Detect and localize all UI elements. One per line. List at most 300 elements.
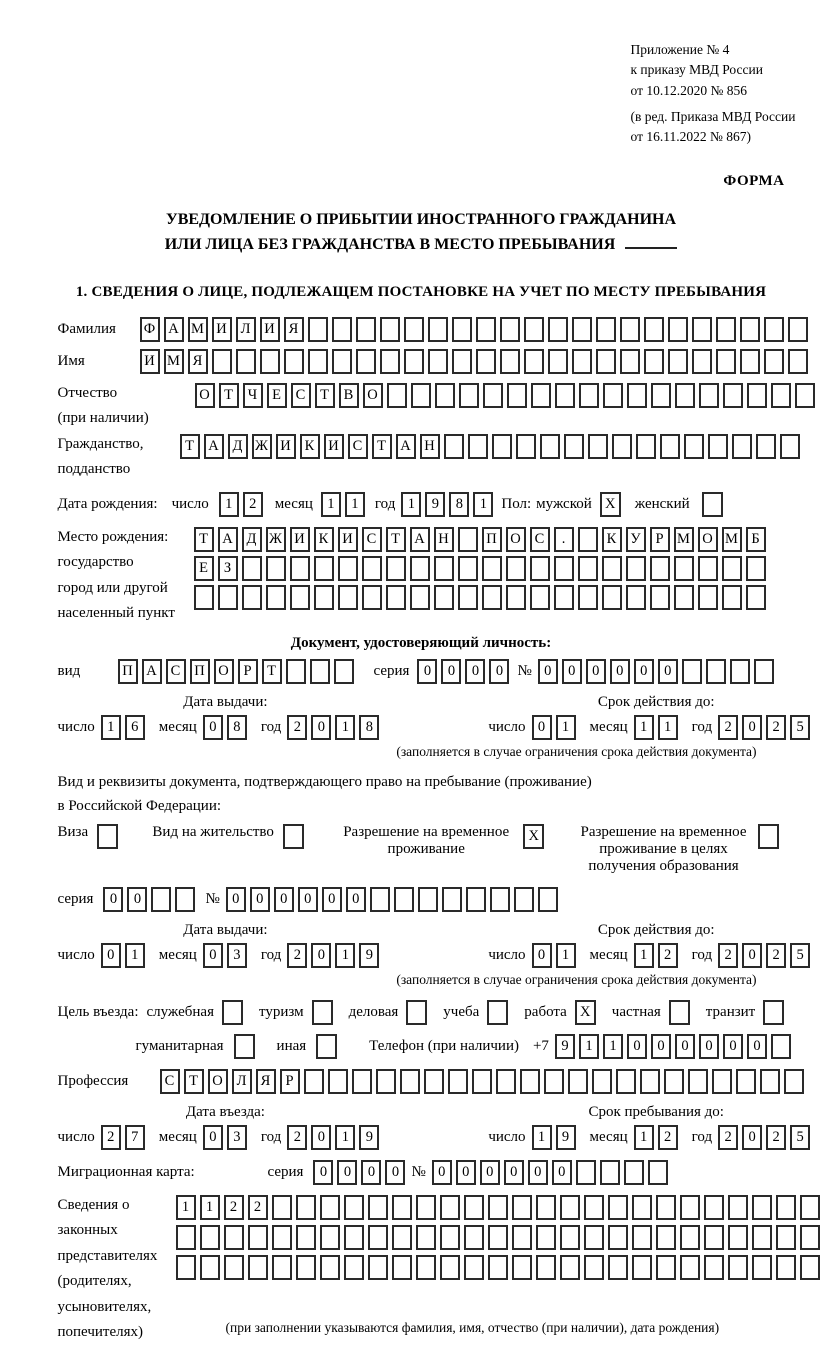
char-cell[interactable]	[592, 1069, 612, 1094]
char-cell[interactable]	[464, 1255, 484, 1280]
char-cell[interactable]	[800, 1225, 820, 1250]
char-cell[interactable]	[596, 349, 616, 374]
char-cell[interactable]	[692, 349, 712, 374]
char-cell[interactable]: 0	[250, 887, 270, 912]
char-cell[interactable]: П	[482, 527, 502, 552]
char-cell[interactable]	[530, 556, 550, 581]
char-cell[interactable]: И	[260, 317, 280, 342]
char-cell[interactable]: 0	[634, 659, 654, 684]
char-cell[interactable]	[272, 1195, 292, 1220]
char-cell[interactable]: Т	[372, 434, 392, 459]
char-cell[interactable]	[506, 585, 526, 610]
char-cell[interactable]	[458, 585, 478, 610]
char-cell[interactable]: 0	[203, 943, 223, 968]
char-cell[interactable]: З	[218, 556, 238, 581]
char-cell[interactable]	[400, 1069, 420, 1094]
char-cell[interactable]: А	[204, 434, 224, 459]
char-cell[interactable]	[708, 434, 728, 459]
char-cell[interactable]: Ф	[140, 317, 160, 342]
char-cell[interactable]	[763, 1000, 784, 1025]
char-cell[interactable]	[368, 1255, 388, 1280]
char-cell[interactable]	[656, 1225, 676, 1250]
char-cell[interactable]: 3	[227, 943, 247, 968]
char-cell[interactable]: И	[290, 527, 310, 552]
char-cell[interactable]	[776, 1195, 796, 1220]
char-cell[interactable]	[328, 1069, 348, 1094]
char-cell[interactable]	[410, 585, 430, 610]
char-cell[interactable]	[452, 317, 472, 342]
char-cell[interactable]	[472, 1069, 492, 1094]
char-cell[interactable]: Т	[194, 527, 214, 552]
char-cell[interactable]	[579, 383, 599, 408]
char-cell[interactable]: 8	[449, 492, 469, 517]
char-cell[interactable]	[476, 317, 496, 342]
char-cell[interactable]: С	[348, 434, 368, 459]
char-cell[interactable]: 0	[742, 943, 762, 968]
char-cell[interactable]	[242, 585, 262, 610]
char-cell[interactable]: 2	[287, 1125, 307, 1150]
char-cell[interactable]: У	[626, 527, 646, 552]
char-cell[interactable]	[386, 556, 406, 581]
char-cell[interactable]	[320, 1225, 340, 1250]
char-cell[interactable]	[411, 383, 431, 408]
char-cell[interactable]: 0	[313, 1160, 333, 1185]
char-cell[interactable]: .	[554, 527, 574, 552]
char-cell[interactable]	[428, 317, 448, 342]
char-cell[interactable]	[344, 1255, 364, 1280]
char-cell[interactable]	[704, 1195, 724, 1220]
char-cell[interactable]: Т	[262, 659, 282, 684]
char-cell[interactable]: С	[166, 659, 186, 684]
char-cell[interactable]	[728, 1225, 748, 1250]
char-cell[interactable]	[554, 556, 574, 581]
char-cell[interactable]: 9	[359, 1125, 379, 1150]
char-cell[interactable]	[660, 434, 680, 459]
char-cell[interactable]: 0	[311, 715, 331, 740]
char-cell[interactable]: С	[291, 383, 311, 408]
char-cell[interactable]: 1	[603, 1034, 623, 1059]
char-cell[interactable]	[608, 1255, 628, 1280]
char-cell[interactable]	[368, 1195, 388, 1220]
char-cell[interactable]	[564, 434, 584, 459]
char-cell[interactable]	[448, 1069, 468, 1094]
char-cell[interactable]	[466, 887, 486, 912]
char-cell[interactable]: Н	[434, 527, 454, 552]
char-cell[interactable]	[296, 1195, 316, 1220]
char-cell[interactable]	[500, 317, 520, 342]
char-cell[interactable]	[716, 317, 736, 342]
char-cell[interactable]	[608, 1195, 628, 1220]
char-cell[interactable]	[746, 585, 766, 610]
char-cell[interactable]: 0	[658, 659, 678, 684]
char-cell[interactable]	[800, 1195, 820, 1220]
char-cell[interactable]	[644, 349, 664, 374]
char-cell[interactable]	[296, 1255, 316, 1280]
char-cell[interactable]: Р	[280, 1069, 300, 1094]
char-cell[interactable]	[756, 434, 776, 459]
char-cell[interactable]	[784, 1069, 804, 1094]
char-cell[interactable]	[404, 317, 424, 342]
char-cell[interactable]: А	[142, 659, 162, 684]
char-cell[interactable]	[459, 383, 479, 408]
char-cell[interactable]: О	[506, 527, 526, 552]
char-cell[interactable]	[730, 659, 750, 684]
char-cell[interactable]	[175, 887, 195, 912]
char-cell[interactable]	[458, 527, 478, 552]
char-cell[interactable]: 0	[103, 887, 123, 912]
char-cell[interactable]: 0	[441, 659, 461, 684]
char-cell[interactable]	[286, 659, 306, 684]
char-cell[interactable]	[266, 556, 286, 581]
char-cell[interactable]	[740, 349, 760, 374]
char-cell[interactable]	[728, 1255, 748, 1280]
char-cell[interactable]: 0	[651, 1034, 671, 1059]
char-cell[interactable]: О	[214, 659, 234, 684]
char-cell[interactable]	[435, 383, 455, 408]
char-cell[interactable]: 0	[586, 659, 606, 684]
char-cell[interactable]: 5	[790, 943, 810, 968]
char-cell[interactable]	[516, 434, 536, 459]
char-cell[interactable]: 0	[311, 1125, 331, 1150]
char-cell[interactable]	[536, 1225, 556, 1250]
char-cell[interactable]: 9	[359, 943, 379, 968]
char-cell[interactable]	[308, 317, 328, 342]
char-cell[interactable]	[488, 1225, 508, 1250]
char-cell[interactable]: 1	[556, 715, 576, 740]
char-cell[interactable]: 0	[101, 943, 121, 968]
char-cell[interactable]: Е	[267, 383, 287, 408]
char-cell[interactable]	[316, 1034, 337, 1059]
char-cell[interactable]	[578, 556, 598, 581]
char-cell[interactable]: Р	[238, 659, 258, 684]
char-cell[interactable]: 1	[125, 943, 145, 968]
char-cell[interactable]	[520, 1069, 540, 1094]
char-cell[interactable]	[380, 349, 400, 374]
char-cell[interactable]	[440, 1225, 460, 1250]
char-cell[interactable]	[669, 1000, 690, 1025]
char-cell[interactable]: Т	[386, 527, 406, 552]
char-cell[interactable]: Т	[184, 1069, 204, 1094]
char-cell[interactable]: В	[339, 383, 359, 408]
char-cell[interactable]	[490, 887, 510, 912]
char-cell[interactable]: 1	[556, 943, 576, 968]
char-cell[interactable]	[632, 1195, 652, 1220]
char-cell[interactable]	[368, 1225, 388, 1250]
char-cell[interactable]	[524, 317, 544, 342]
char-cell[interactable]: 1	[345, 492, 365, 517]
char-cell[interactable]	[218, 585, 238, 610]
char-cell[interactable]: М	[722, 527, 742, 552]
char-cell[interactable]: 0	[337, 1160, 357, 1185]
char-cell[interactable]	[675, 383, 695, 408]
char-cell[interactable]	[560, 1195, 580, 1220]
char-cell[interactable]	[530, 585, 550, 610]
char-cell[interactable]	[404, 349, 424, 374]
char-cell[interactable]	[688, 1069, 708, 1094]
char-cell[interactable]	[458, 556, 478, 581]
char-cell[interactable]	[644, 317, 664, 342]
char-cell[interactable]	[524, 349, 544, 374]
char-cell[interactable]	[680, 1225, 700, 1250]
char-cell[interactable]: 2	[224, 1195, 244, 1220]
char-cell[interactable]	[674, 556, 694, 581]
char-cell[interactable]	[507, 383, 527, 408]
char-cell[interactable]	[640, 1069, 660, 1094]
char-cell[interactable]	[578, 585, 598, 610]
char-cell[interactable]	[416, 1195, 436, 1220]
char-cell[interactable]	[310, 659, 330, 684]
char-cell[interactable]	[380, 317, 400, 342]
char-cell[interactable]	[540, 434, 560, 459]
char-cell[interactable]	[200, 1225, 220, 1250]
char-cell[interactable]	[626, 556, 646, 581]
char-cell[interactable]	[332, 317, 352, 342]
char-cell[interactable]	[500, 349, 520, 374]
char-cell[interactable]	[740, 317, 760, 342]
char-cell[interactable]	[442, 887, 462, 912]
char-cell[interactable]	[492, 434, 512, 459]
char-cell[interactable]: 0	[532, 715, 552, 740]
char-cell[interactable]: О	[363, 383, 383, 408]
char-cell[interactable]	[418, 887, 438, 912]
char-cell[interactable]	[780, 434, 800, 459]
char-cell[interactable]: 0	[311, 943, 331, 968]
char-cell[interactable]	[728, 1195, 748, 1220]
char-cell[interactable]	[754, 659, 774, 684]
char-cell[interactable]: 0	[742, 715, 762, 740]
char-cell[interactable]	[627, 383, 647, 408]
char-cell[interactable]: 0	[203, 715, 223, 740]
char-cell[interactable]: 0	[385, 1160, 405, 1185]
char-cell[interactable]: А	[164, 317, 184, 342]
char-cell[interactable]	[234, 1034, 255, 1059]
char-cell[interactable]	[410, 556, 430, 581]
char-cell[interactable]: 0	[432, 1160, 452, 1185]
char-cell[interactable]	[560, 1255, 580, 1280]
char-cell[interactable]: 0	[699, 1034, 719, 1059]
char-cell[interactable]: 0	[504, 1160, 524, 1185]
char-cell[interactable]	[603, 383, 623, 408]
char-cell[interactable]	[584, 1195, 604, 1220]
char-cell[interactable]	[308, 349, 328, 374]
char-cell[interactable]	[338, 585, 358, 610]
char-cell[interactable]	[776, 1225, 796, 1250]
char-cell[interactable]	[468, 434, 488, 459]
char-cell[interactable]: 2	[287, 715, 307, 740]
char-cell[interactable]	[788, 317, 808, 342]
char-cell[interactable]	[248, 1255, 268, 1280]
char-cell[interactable]	[338, 556, 358, 581]
char-cell[interactable]: Л	[236, 317, 256, 342]
char-cell[interactable]	[776, 1255, 796, 1280]
char-cell[interactable]	[632, 1225, 652, 1250]
char-cell[interactable]	[680, 1195, 700, 1220]
char-cell[interactable]	[538, 887, 558, 912]
char-cell[interactable]: 9	[425, 492, 445, 517]
char-cell[interactable]	[362, 556, 382, 581]
char-cell[interactable]	[722, 556, 742, 581]
char-cell[interactable]	[771, 383, 791, 408]
char-cell[interactable]: 2	[718, 715, 738, 740]
char-cell[interactable]: 1	[321, 492, 341, 517]
char-cell[interactable]	[488, 1195, 508, 1220]
char-cell[interactable]	[176, 1225, 196, 1250]
char-cell[interactable]: 0	[610, 659, 630, 684]
char-cell[interactable]: 2	[658, 943, 678, 968]
char-cell[interactable]: 1	[219, 492, 239, 517]
char-cell[interactable]: Д	[228, 434, 248, 459]
char-cell[interactable]: 2	[243, 492, 263, 517]
char-cell[interactable]: Д	[242, 527, 262, 552]
char-cell[interactable]: 0	[274, 887, 294, 912]
char-cell[interactable]	[560, 1225, 580, 1250]
char-cell[interactable]: О	[698, 527, 718, 552]
char-cell[interactable]: 0	[627, 1034, 647, 1059]
char-cell[interactable]	[764, 349, 784, 374]
char-cell[interactable]	[651, 383, 671, 408]
char-cell[interactable]	[722, 585, 742, 610]
char-cell[interactable]: 0	[480, 1160, 500, 1185]
char-cell[interactable]: Я	[188, 349, 208, 374]
char-cell[interactable]	[406, 1000, 427, 1025]
char-cell[interactable]: 1	[335, 715, 355, 740]
char-cell[interactable]	[464, 1195, 484, 1220]
char-cell[interactable]: 2	[658, 1125, 678, 1150]
char-cell[interactable]	[356, 317, 376, 342]
char-cell[interactable]	[362, 585, 382, 610]
char-cell[interactable]: 5	[790, 715, 810, 740]
char-cell[interactable]	[795, 383, 815, 408]
char-cell[interactable]	[760, 1069, 780, 1094]
char-cell[interactable]	[698, 556, 718, 581]
char-cell[interactable]: К	[300, 434, 320, 459]
char-cell[interactable]	[602, 585, 622, 610]
char-cell[interactable]: 1	[101, 715, 121, 740]
char-cell[interactable]	[544, 1069, 564, 1094]
char-cell[interactable]	[416, 1225, 436, 1250]
char-cell[interactable]: С	[160, 1069, 180, 1094]
char-cell[interactable]: 2	[766, 715, 786, 740]
char-cell[interactable]	[758, 824, 779, 849]
char-cell[interactable]: 2	[718, 943, 738, 968]
char-cell[interactable]	[548, 317, 568, 342]
char-cell[interactable]: 1	[579, 1034, 599, 1059]
char-cell[interactable]	[732, 434, 752, 459]
char-cell[interactable]	[290, 556, 310, 581]
char-cell[interactable]	[356, 349, 376, 374]
char-cell[interactable]: 3	[227, 1125, 247, 1150]
char-cell[interactable]	[704, 1225, 724, 1250]
char-cell[interactable]: 0	[562, 659, 582, 684]
char-cell[interactable]: 0	[552, 1160, 572, 1185]
char-cell[interactable]	[578, 527, 598, 552]
char-cell[interactable]	[684, 434, 704, 459]
char-cell[interactable]: 1	[176, 1195, 196, 1220]
char-cell[interactable]	[632, 1255, 652, 1280]
char-cell[interactable]	[747, 383, 767, 408]
char-cell[interactable]	[576, 1160, 596, 1185]
char-cell[interactable]	[736, 1069, 756, 1094]
char-cell[interactable]	[788, 349, 808, 374]
char-cell[interactable]: 1	[634, 1125, 654, 1150]
char-cell[interactable]	[272, 1225, 292, 1250]
char-cell[interactable]	[464, 1225, 484, 1250]
char-cell[interactable]	[352, 1069, 372, 1094]
char-cell[interactable]	[608, 1225, 628, 1250]
char-cell[interactable]: М	[674, 527, 694, 552]
char-cell[interactable]: Б	[746, 527, 766, 552]
char-cell[interactable]: 1	[401, 492, 421, 517]
char-cell[interactable]: М	[164, 349, 184, 374]
char-cell[interactable]: 8	[227, 715, 247, 740]
char-cell[interactable]: 1	[658, 715, 678, 740]
char-cell[interactable]	[572, 349, 592, 374]
char-cell[interactable]	[296, 1225, 316, 1250]
char-cell[interactable]	[434, 585, 454, 610]
char-cell[interactable]	[650, 585, 670, 610]
char-cell[interactable]: 1	[634, 943, 654, 968]
char-cell[interactable]	[236, 349, 256, 374]
char-cell[interactable]: 2	[287, 943, 307, 968]
char-cell[interactable]: 0	[532, 943, 552, 968]
char-cell[interactable]	[636, 434, 656, 459]
char-cell[interactable]	[536, 1255, 556, 1280]
char-cell[interactable]: 2	[766, 943, 786, 968]
char-cell[interactable]: И	[324, 434, 344, 459]
char-cell[interactable]: Я	[284, 317, 304, 342]
char-cell[interactable]	[752, 1255, 772, 1280]
char-cell[interactable]: 0	[127, 887, 147, 912]
char-cell[interactable]	[616, 1069, 636, 1094]
char-cell[interactable]	[320, 1255, 340, 1280]
char-cell[interactable]: К	[314, 527, 334, 552]
char-cell[interactable]	[344, 1225, 364, 1250]
char-cell[interactable]: 1	[335, 943, 355, 968]
char-cell[interactable]	[194, 585, 214, 610]
char-cell[interactable]: 0	[742, 1125, 762, 1150]
char-cell[interactable]: 8	[359, 715, 379, 740]
char-cell[interactable]	[424, 1069, 444, 1094]
char-cell[interactable]	[512, 1225, 532, 1250]
char-cell[interactable]	[602, 556, 622, 581]
char-cell[interactable]	[387, 383, 407, 408]
char-cell[interactable]: 0	[361, 1160, 381, 1185]
char-cell[interactable]	[260, 349, 280, 374]
char-cell[interactable]	[514, 887, 534, 912]
char-cell[interactable]	[496, 1069, 516, 1094]
char-cell[interactable]	[588, 434, 608, 459]
char-cell[interactable]	[584, 1225, 604, 1250]
char-cell[interactable]: 0	[226, 887, 246, 912]
char-cell[interactable]	[699, 383, 719, 408]
char-cell[interactable]: 1	[473, 492, 493, 517]
char-cell[interactable]	[512, 1255, 532, 1280]
char-cell[interactable]	[656, 1255, 676, 1280]
char-cell[interactable]	[290, 585, 310, 610]
char-cell[interactable]	[312, 1000, 333, 1025]
char-cell[interactable]: Ч	[243, 383, 263, 408]
char-cell[interactable]	[283, 824, 304, 849]
char-cell[interactable]	[746, 556, 766, 581]
char-cell[interactable]	[712, 1069, 732, 1094]
char-cell[interactable]	[222, 1000, 243, 1025]
char-cell[interactable]	[752, 1195, 772, 1220]
char-cell[interactable]: 6	[125, 715, 145, 740]
char-cell[interactable]	[440, 1255, 460, 1280]
char-cell[interactable]: П	[190, 659, 210, 684]
char-cell[interactable]	[476, 349, 496, 374]
char-cell[interactable]	[224, 1225, 244, 1250]
